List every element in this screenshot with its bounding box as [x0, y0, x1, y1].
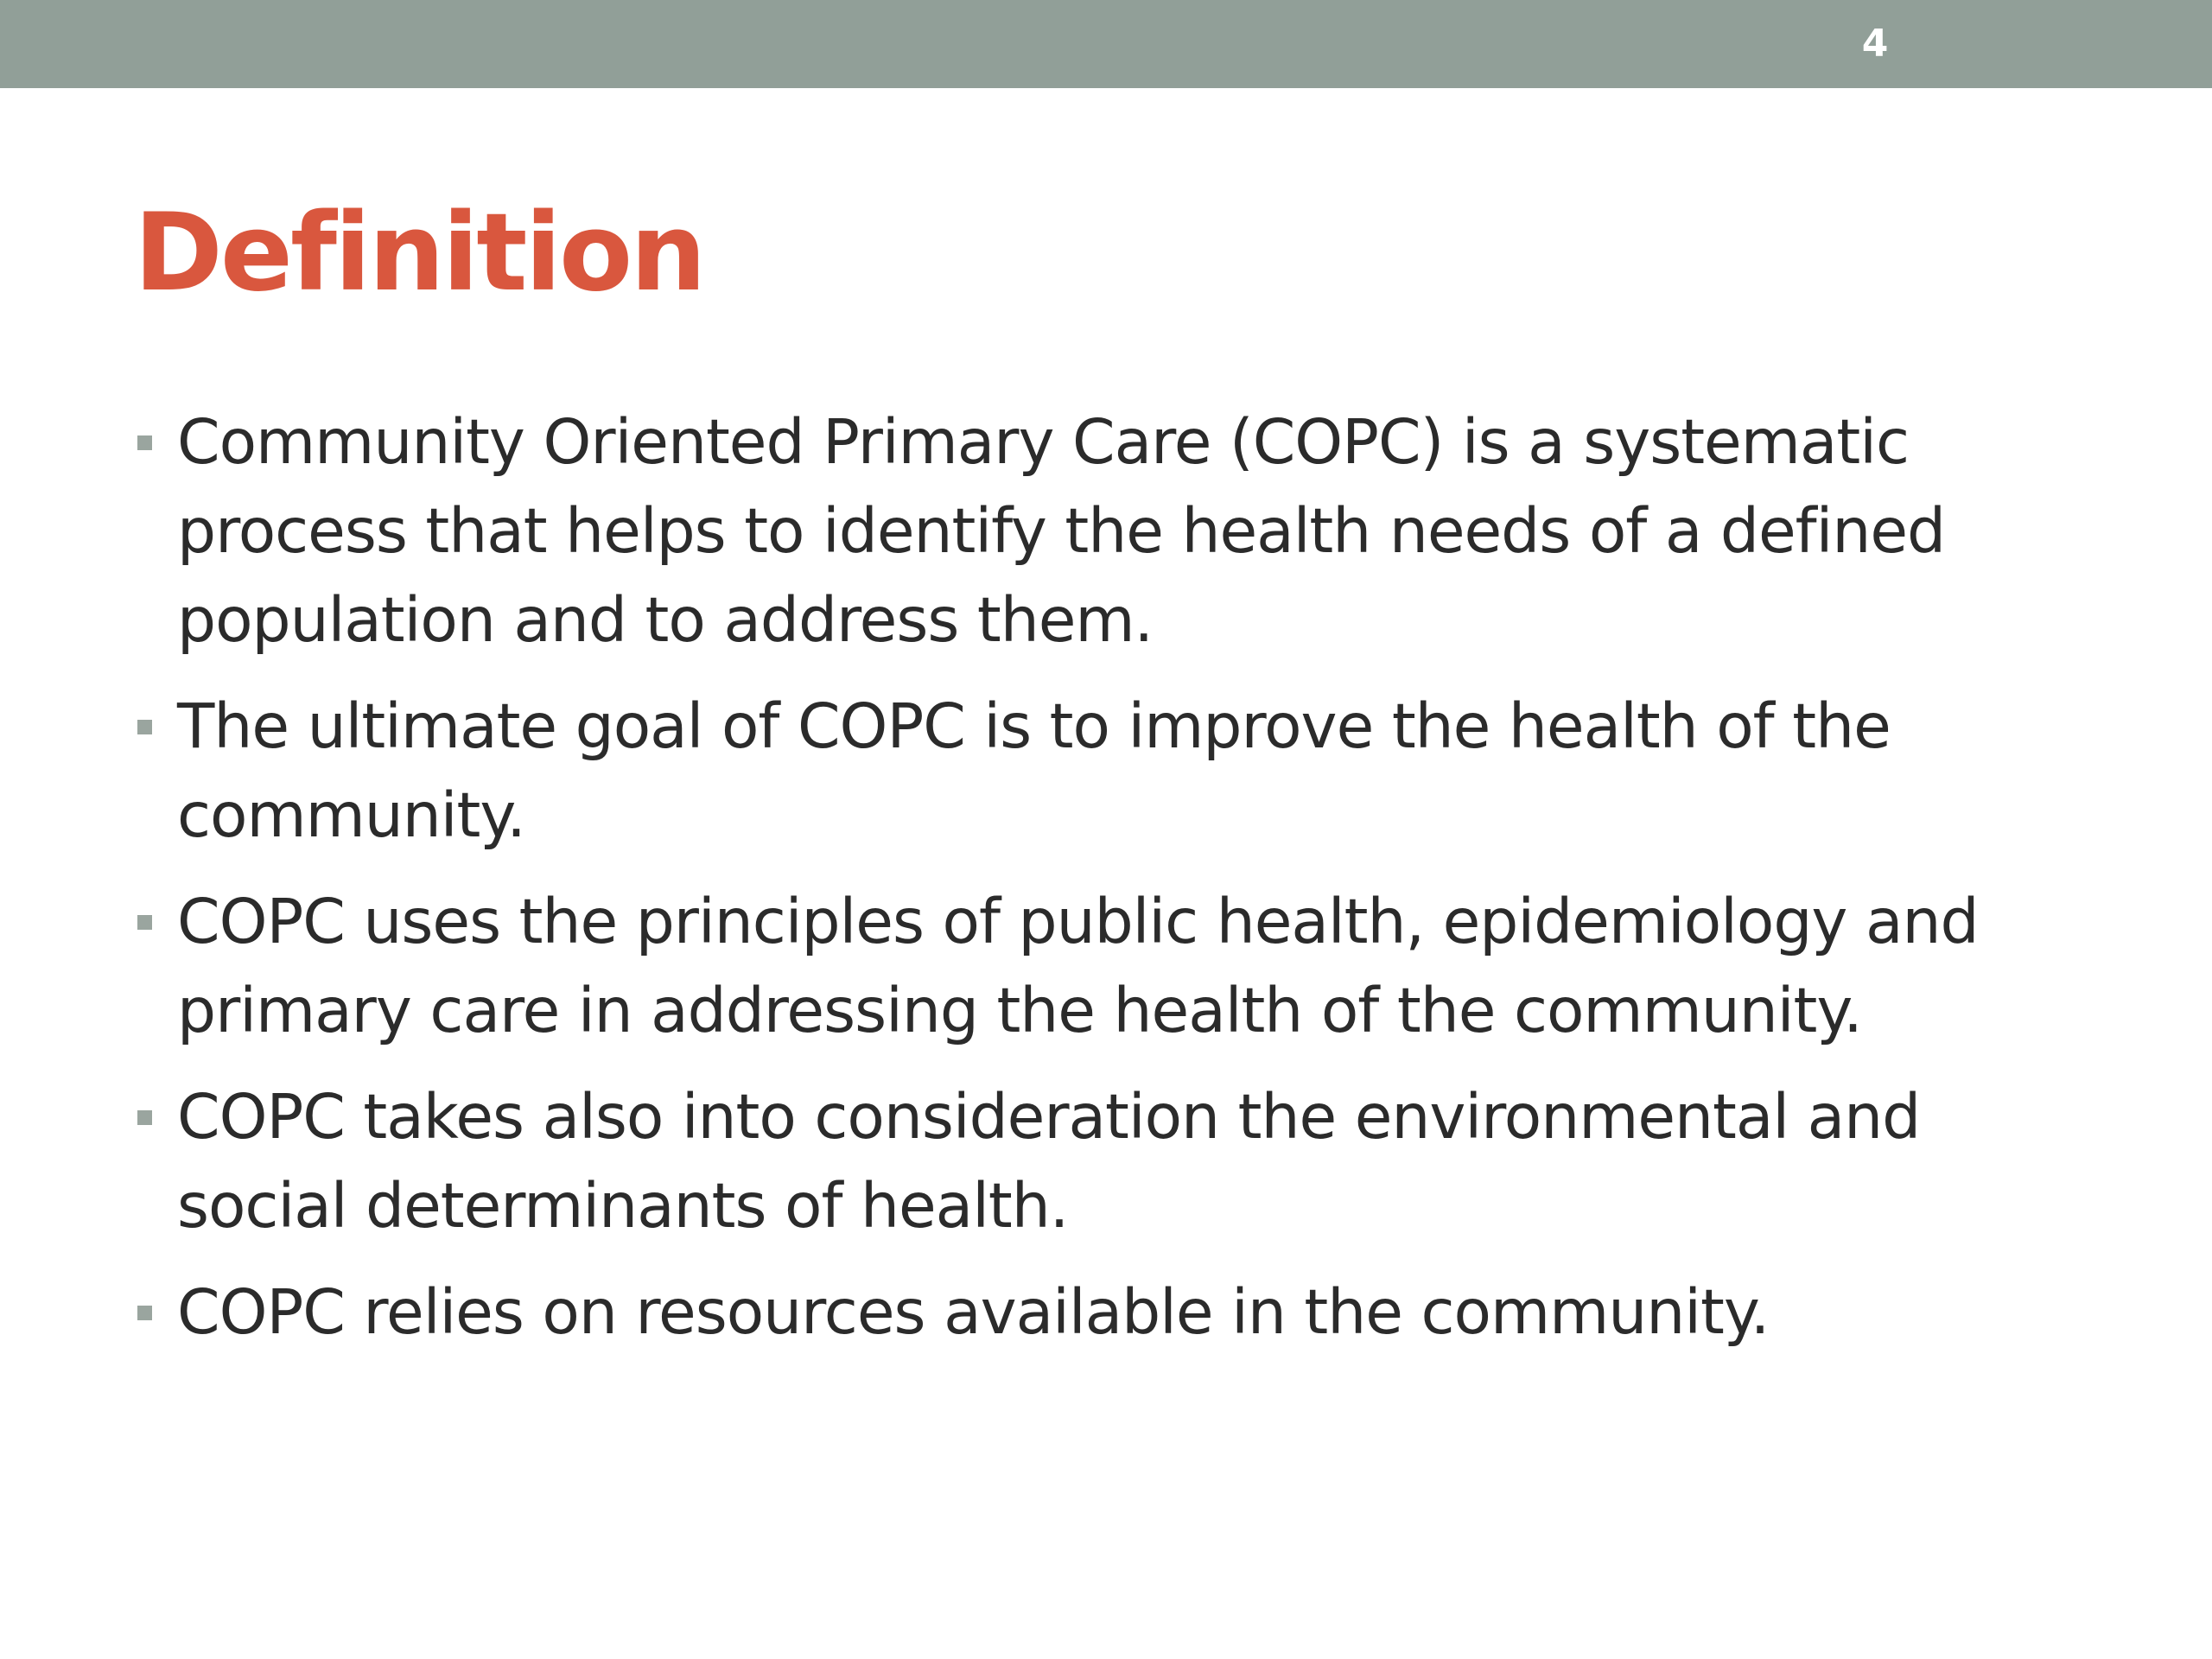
bullet-list [134, 397, 2069, 1374]
bullet-text: COPC takes also into consideration the environmental and social determinants of health. [177, 1081, 1921, 1242]
bullet-item [134, 1072, 2069, 1250]
square-bullet-icon [137, 915, 152, 930]
bullet-item [134, 397, 2069, 664]
bullet-item [134, 877, 2069, 1055]
bullet-item [134, 682, 2069, 860]
header-bar [0, 0, 2212, 88]
bullet-text: COPC uses the principles of public health, epidemiology and primary care in addressing the health of the community. [177, 886, 1979, 1046]
square-bullet-icon [137, 1110, 152, 1125]
slide-number: 4 [1861, 22, 1889, 66]
bullet-text: The ultimate goal of COPC is to improve the health of the community. [177, 690, 1891, 851]
square-bullet-icon [137, 435, 152, 450]
bullet-text: COPC relies on resources available in the community. [177, 1276, 1770, 1348]
slide-title: Definition [134, 191, 704, 315]
square-bullet-icon [137, 1306, 152, 1320]
square-bullet-icon [137, 720, 152, 734]
bullet-item [134, 1268, 2069, 1357]
bullet-text: Community Oriented Primary Care (COPC) is a systematic process that helps to identify the health needs of a defined population and to address them. [177, 406, 1946, 656]
